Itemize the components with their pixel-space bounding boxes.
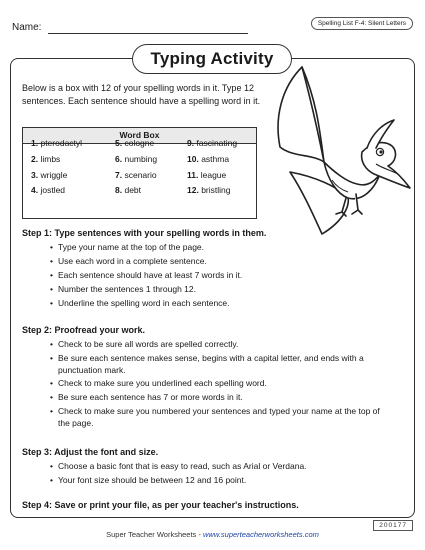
- bullet-icon: •: [50, 378, 53, 388]
- instruction-text: Your font size should be between 12 and 16 point.: [58, 475, 247, 485]
- bullet-icon: •: [50, 256, 53, 266]
- word-number: 2.: [31, 154, 39, 164]
- spelling-list-tag: Spelling List F-4: Silent Letters: [311, 17, 413, 30]
- bullet-icon: •: [50, 339, 53, 349]
- footer-text: Super Teacher Worksheets -: [106, 530, 203, 539]
- step-instruction: [50, 242, 393, 254]
- word-number: 3.: [31, 170, 39, 180]
- word-box-item: [115, 154, 157, 164]
- instruction-text: Be sure each sentence has 7 or more words in it.: [58, 392, 243, 402]
- instruction-text: Check to be sure all words are spelled correctly.: [58, 339, 239, 349]
- step-instruction: [50, 284, 393, 296]
- word-number: 9.: [187, 138, 195, 148]
- step-title: Step 4: Save or print your file, as per your teacher's instructions.: [22, 500, 299, 510]
- spelling-word: numbing: [124, 154, 158, 164]
- spelling-word: pterodactyl: [40, 138, 83, 148]
- instruction-text: Be sure each sentence makes sense, begins with a capital letter, and ends with a punctuation mark.: [58, 353, 364, 375]
- spelling-word: wriggle: [40, 170, 68, 180]
- instruction-text: Each sentence should have at least 7 words in it.: [58, 270, 243, 280]
- step-instruction: [50, 378, 393, 390]
- worksheet-code: 200177: [373, 520, 413, 531]
- spelling-word: cologne: [124, 138, 155, 148]
- spelling-word: asthma: [201, 154, 230, 164]
- word-box: [22, 127, 257, 219]
- footer-link[interactable]: www.superteacherworksheets.com: [202, 530, 319, 539]
- bullet-icon: •: [50, 298, 53, 308]
- word-number: 1.: [31, 138, 39, 148]
- word-box-item: [115, 138, 154, 148]
- word-box-item: [31, 170, 67, 180]
- word-box-item: [31, 138, 82, 148]
- instruction-text: Number the sentences 1 through 12.: [58, 284, 196, 294]
- spelling-word: fascinating: [196, 138, 238, 148]
- word-box-item: [187, 170, 226, 180]
- bullet-icon: •: [50, 475, 53, 485]
- step-instruction: [50, 298, 393, 310]
- word-box-header: Word Box: [23, 128, 256, 144]
- step-instruction: [50, 353, 393, 376]
- instruction-text: Check to make sure you numbered your sentences and typed your name at the top of the page.: [58, 406, 380, 428]
- spelling-word: scenario: [124, 170, 157, 180]
- step-instruction: [50, 406, 393, 429]
- word-box-item: [115, 185, 141, 195]
- word-box-item: [31, 154, 60, 164]
- name-label: Name:: [12, 22, 42, 33]
- step-instruction: [50, 461, 393, 473]
- step-instruction: [50, 270, 393, 282]
- page-title: Typing Activity: [132, 44, 292, 74]
- word-number: 4.: [31, 185, 39, 195]
- name-line: [48, 33, 248, 34]
- spelling-word: bristling: [201, 185, 231, 195]
- bullet-icon: •: [50, 270, 53, 280]
- bullet-icon: •: [50, 406, 53, 416]
- step-title: Step 1: Type sentences with your spelling words in them.: [22, 228, 267, 238]
- word-number: 7.: [115, 170, 123, 180]
- bullet-icon: •: [50, 284, 53, 294]
- step-instruction: [50, 475, 393, 487]
- spelling-word: jostled: [40, 185, 66, 195]
- word-number: 5.: [115, 138, 123, 148]
- instruction-text: Type your name at the top of the page.: [58, 242, 205, 252]
- intro-text: Below is a box with 12 of your spelling words in it. Type 12 sentences. Each sentence should have a spelling word in it.: [22, 83, 261, 106]
- word-box-item: [187, 138, 237, 148]
- word-number: 8.: [115, 185, 123, 195]
- instruction-text: Check to make sure you underlined each spelling word.: [58, 378, 267, 388]
- step-title: Step 3: Adjust the font and size.: [22, 447, 159, 457]
- word-box-item: [115, 170, 157, 180]
- word-box-item: [187, 185, 231, 195]
- bullet-icon: •: [50, 461, 53, 471]
- step-title: Step 2: Proofread your work.: [22, 325, 146, 335]
- instruction-text: Use each word in a complete sentence.: [58, 256, 207, 266]
- pterodactyl-illustration: [262, 62, 412, 242]
- instruction-text: Choose a basic font that is easy to read, such as Arial or Verdana.: [58, 461, 307, 471]
- step-instruction: [50, 339, 393, 351]
- bullet-icon: •: [50, 353, 53, 363]
- word-number: 10.: [187, 154, 199, 164]
- word-number: 11.: [187, 170, 199, 180]
- spelling-word: limbs: [40, 154, 61, 164]
- instruction-text: Underline the spelling word in each sentence.: [58, 298, 230, 308]
- word-box-item: [187, 154, 229, 164]
- word-number: 6.: [115, 154, 123, 164]
- step-instruction: [50, 256, 393, 268]
- step-instruction: [50, 392, 393, 404]
- word-number: 12.: [187, 185, 199, 195]
- bullet-icon: •: [50, 242, 53, 252]
- word-box-item: [31, 185, 65, 195]
- footer: [0, 530, 425, 539]
- bullet-icon: •: [50, 392, 53, 402]
- spelling-word: league: [200, 170, 227, 180]
- spelling-word: debt: [124, 185, 142, 195]
